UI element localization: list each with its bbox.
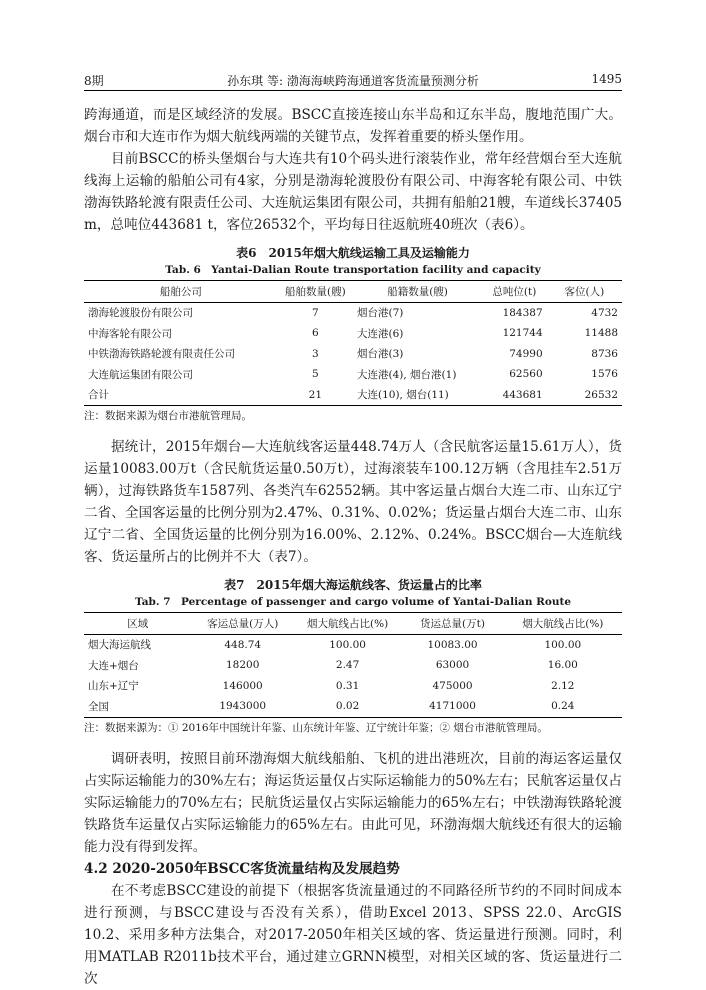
table6-title-cn: 表6 2015年烟大航线运输工具及运输能力 xyxy=(236,246,470,260)
paragraph-2: 目前BSCC的桥头堡烟台与大连共有10个码头进行滚装作业，常年经营烟台至大连航线海上运输的船舶公司有4家，分别是渤海轮渡股份有限公司、中海客轮有限公司、中铁渤海铁路轮渡有限责任公司、大连航运集团有限公司，共拥有船舶21艘，车道线长37405 m，总吨位443681 t，客位26532个，平均每日往返航班40班次（表6）。 xyxy=(84,151,622,233)
table-cell: 0.24 xyxy=(551,700,575,713)
table-cell: 中海客轮有限公司 xyxy=(88,327,172,340)
running-header xyxy=(84,72,622,91)
table-row xyxy=(84,676,622,697)
table-cell: 4732 xyxy=(591,306,618,319)
table-cell: 74990 xyxy=(509,347,543,360)
table6-note: 注：数据来源为烟台市港航管理局。 xyxy=(84,410,252,422)
table7-header-cell: 客运总量(万人) xyxy=(207,617,279,630)
table-row xyxy=(84,385,622,406)
table6-header-cell: 船舶公司 xyxy=(159,285,202,298)
table-cell: 11488 xyxy=(584,327,618,340)
table-cell: 18200 xyxy=(226,659,260,672)
table7-title-cn: 表7 2015年烟大海运航线客、货运量占的比率 xyxy=(224,578,482,592)
section-heading: 4.2 2020-2050年BSCC客货流量结构及发展趋势 xyxy=(84,860,400,877)
table7-caption xyxy=(84,576,622,610)
table7-header-row xyxy=(84,613,622,635)
table-cell: 7 xyxy=(312,306,319,319)
table-cell: 5 xyxy=(312,368,319,381)
paragraph-4: 调研表明，按照目前环渤海烟大航线船舶、飞机的进出港班次，目前的海运客运量仅占实际运输能力的30%左右；海运货运量仅占实际运输能力的50%左右；民航客运量仅占实际运输能力的70%左右；民航货运量仅占实际运输能力的65%左右；中铁渤海铁路轮渡铁路货车运量仅占实际运输能力的65%左右。由此可见，环渤海烟大航线还有很大的运输能力没有得到发挥。 xyxy=(84,750,622,855)
issue-number: 8期 xyxy=(84,74,104,88)
table-cell: 146000 xyxy=(222,679,263,692)
table-cell: 0.02 xyxy=(335,700,360,713)
table-cell: 大连+烟台 xyxy=(88,659,139,672)
table7-note: 注：数据来源为：① 2016年中国统计年鉴、山东统计年鉴、辽宁统计年鉴；② 烟台市港航管理局。 xyxy=(84,721,548,734)
table-cell: 16.00 xyxy=(547,659,578,672)
table6-title-en: Tab. 6 Yantai-Dalian Route transportation facility and capacity xyxy=(165,264,541,276)
table6-header-cell: 船籍数量(艘) xyxy=(387,285,448,298)
table-cell: 全国 xyxy=(88,700,109,713)
table-cell: 大连港(4), 烟台港(1) xyxy=(357,368,457,381)
table-cell: 2.12 xyxy=(551,679,575,692)
table-row xyxy=(84,302,622,323)
table6-header-cell: 总吨位(t) xyxy=(492,285,537,298)
table6-header-cell: 客位(人) xyxy=(564,285,605,298)
table-cell: 6 xyxy=(312,327,319,340)
table-cell: 烟台港(3) xyxy=(357,348,404,361)
table-cell: 4171000 xyxy=(429,700,476,713)
table-cell: 8736 xyxy=(591,347,618,360)
table-cell: 渤海轮渡股份有限公司 xyxy=(88,307,193,320)
table6 xyxy=(84,280,622,406)
table-cell: 475000 xyxy=(432,679,473,692)
table-cell: 184387 xyxy=(502,306,543,319)
table-cell: 合计 xyxy=(88,389,109,402)
page-body xyxy=(84,104,622,990)
table-row xyxy=(84,364,622,385)
table-cell: 烟大海运航线 xyxy=(88,639,151,652)
table-cell: 100.00 xyxy=(544,638,582,651)
table-cell: 0.31 xyxy=(335,679,360,692)
table-cell: 大连(10), 烟台(11) xyxy=(357,389,449,402)
table7-header-cell: 烟大航线占比(%) xyxy=(522,617,604,630)
table-cell: 63000 xyxy=(435,659,470,672)
table-cell: 21 xyxy=(308,388,323,401)
table-cell: 3 xyxy=(312,347,319,360)
table7 xyxy=(84,612,622,718)
table-cell: 中铁渤海铁路轮渡有限责任公司 xyxy=(88,348,235,361)
table7-header-cell: 货运总量(万t) xyxy=(420,617,485,630)
table-cell: 2.47 xyxy=(335,659,360,672)
table-row xyxy=(84,696,622,717)
paragraph-5: 在不考虑BSCC建设的前提下（根据客货流量通过的不同路径所节约的不同时间成本进行预测，与BSCC建设与否没有关系），借助Excel 2013、SPSS 22.0、ArcGIS 10.2、采用多种方法集合，对2017-2050年相关区域的客、货运量进行预测。同时，利用MATLAB R2011b技术平台，通过建立GRNN模型，对相关区域的客、货运量进行二次 xyxy=(84,882,622,987)
table6-header-cell: 船舶数量(艘) xyxy=(284,285,346,298)
table6-header-row xyxy=(84,281,622,303)
table-cell: 10083.00 xyxy=(427,638,478,651)
paragraph-3: 据统计，2015年烟台—大连航线客运量448.74万人（含民航客运量15.61万人），货运量10083.00万t（含民航货运量0.50万t），过海滚装车100.12万辆（含甩挂车2.51万辆），过海铁路货车1587列、各类汽车62552辆。其中客运量占烟台大连二市、山东辽宁二省、全国客运量的比例分别为2.47%、0.31%、0.02%；货运量占烟台大连二市、山东辽宁二省、全国货运量的比例分别为16.00%、2.12%、0.24%。BSCC烟台—大连航线客、货运量所占的比例并不大（表7）。 xyxy=(84,439,622,565)
page-number: 1495 xyxy=(591,72,622,86)
table-row xyxy=(84,655,622,676)
table-cell: 26532 xyxy=(584,388,618,401)
table7-header-cell: 烟大航线占比(%) xyxy=(307,617,389,630)
table-cell: 121744 xyxy=(502,327,543,340)
table-cell: 62560 xyxy=(509,368,543,381)
table-row xyxy=(84,344,622,365)
table-cell: 100.00 xyxy=(329,638,366,651)
table6-caption xyxy=(84,244,622,278)
running-title: 孙东琪 等: 渤海海峡跨海通道客货流量预测分析 xyxy=(227,74,479,88)
table-cell: 大连港(6) xyxy=(357,327,404,340)
table-row xyxy=(84,323,622,344)
table7-title-en: Tab. 7 Percentage of passenger and cargo volume of Yantai-Dalian Route xyxy=(134,596,572,608)
table7-header-cell: 区域 xyxy=(127,617,149,630)
table-cell: 烟台港(7) xyxy=(357,307,404,320)
table-row xyxy=(84,634,622,655)
table-cell: 1943000 xyxy=(219,700,267,713)
table-cell: 443681 xyxy=(502,388,543,401)
paragraph-1: 跨海通道，而是区域经济的发展。BSCC直接连接山东半岛和辽东半岛，腹地范围广大。烟台市和大连市作为烟大航线两端的关键节点，发挥着重要的桥头堡作用。 xyxy=(84,107,622,145)
table-cell: 448.74 xyxy=(224,638,262,651)
table-cell: 山东+辽宁 xyxy=(88,680,139,693)
table-cell: 1576 xyxy=(591,368,618,381)
table-cell: 大连航运集团有限公司 xyxy=(88,368,193,381)
